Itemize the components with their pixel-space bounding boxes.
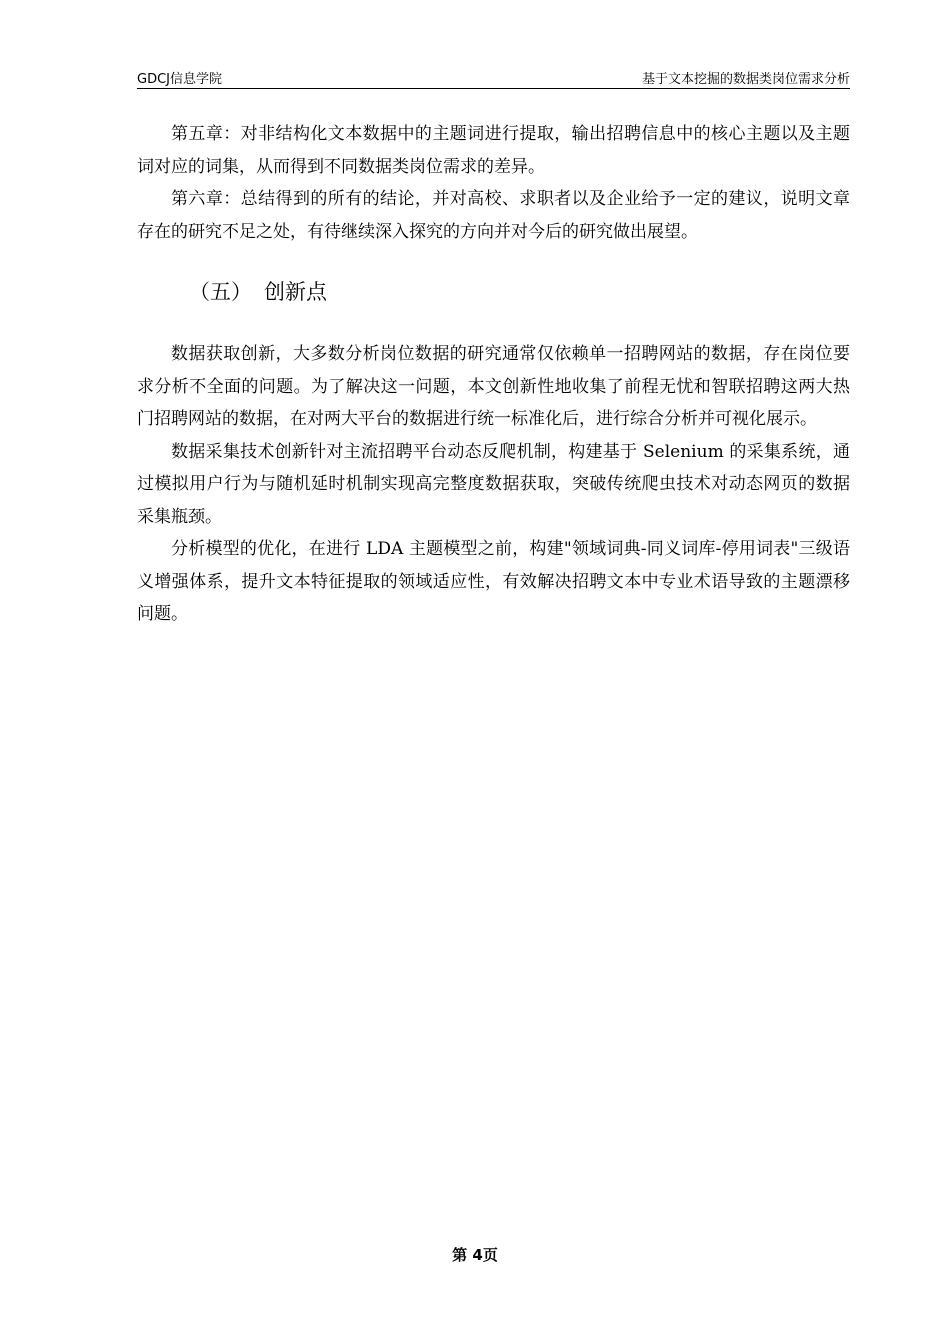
- section-number: （五）: [189, 280, 252, 304]
- page-number: 第 4页: [452, 1246, 498, 1264]
- page-body: [137, 118, 850, 631]
- section-heading: [137, 276, 850, 308]
- header-institution: GDCJ信息学院: [137, 72, 222, 87]
- page-header: [137, 66, 850, 89]
- paragraph-data-acquisition: 数据获取创新，大多数分析岗位数据的研究通常仅依赖单一招聘网站的数据，存在岗位要求分析不全面的问题。为了解决这一问题，本文创新性地收集了前程无忧和智联招聘这两大热门招聘网站的数据，在对两大平台的数据进行统一标准化后，进行综合分析并可视化展示。: [137, 344, 850, 429]
- section-title-text: 创新点: [264, 280, 327, 304]
- paragraph-chapter-six: 第六章：总结得到的所有的结论，并对高校、求职者以及企业给予一定的建议，说明文章存在的研究不足之处，有待继续深入探究的方向并对今后的研究做出展望。: [137, 189, 850, 242]
- paragraph-model-optimization: 分析模型的优化，在进行 LDA 主题模型之前，构建"领域词典-同义词库-停用词表"三级语义增强体系，提升文本特征提取的领域适应性，有效解决招聘文本中专业术语导致的主题漂移问题。: [137, 539, 850, 624]
- paragraph-collection-technology: 数据采集技术创新针对主流招聘平台动态反爬机制，构建基于 Selenium 的采集系统，通过模拟用户行为与随机延时机制实现高完整度数据获取，突破传统爬虫技术对动态网页的数据采集瓶颈。: [137, 441, 850, 527]
- header-thesis-title: 基于文本挖掘的数据类岗位需求分析: [641, 72, 850, 87]
- paragraph-chapter-five: 第五章：对非结构化文本数据中的主题词进行提取，输出招聘信息中的核心主题以及主题词对应的词集，从而得到不同数据类岗位需求的差异。: [137, 124, 850, 177]
